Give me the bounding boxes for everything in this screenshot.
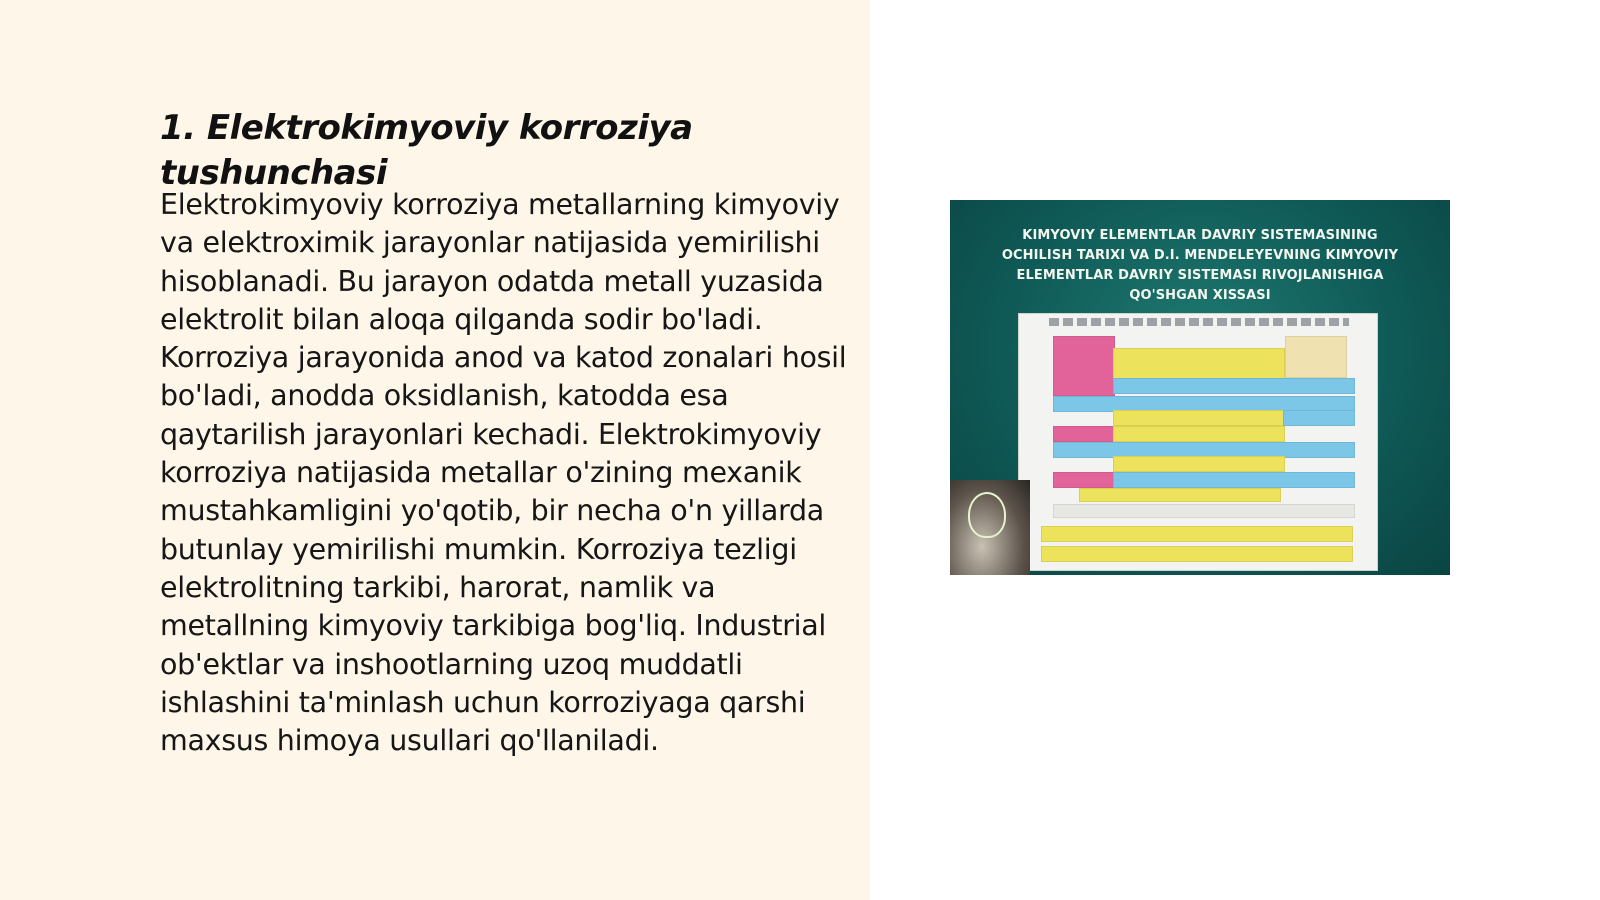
- s-block-cells: [1053, 336, 1115, 396]
- p-block-row: [1079, 488, 1281, 502]
- slide-body-text: Elektrokimyoviy korroziya metallarning kimyoviy va elektroximik jarayonlar natijasida yemirilishi hisoblanadi. Bu jarayon odatda metall yuzasida elektrolit bilan aloqa qilganda sodir bo'ladi. Korroziya jarayonida anod va katod zonalari hosil bo'ladi, anodda oksidlanish, katodda esa qaytarilish jarayonlari kechadi. Elektrokimyoviy korroziya natijasida metallar o'zining mexanik mustahkamligini yo'qotib, bir necha o'n yillarda butunlay yemirilishi mumkin. Korroziya tezligi elektrolitning tarkibi, harorat, namlik va metallning kimyoviy tarkibiga bog'liq. Industrial ob'ektlar va inshootlarning uzoq muddatli ishlashini ta'minlash uchun korroziyaga qarshi maxsus himoya usullari qo'llaniladi.: [160, 188, 847, 758]
- p-block-cells: [1113, 348, 1285, 380]
- d-block-row: [1113, 378, 1355, 394]
- periodic-table-image: [1018, 313, 1378, 571]
- s-block-row: [1053, 426, 1115, 442]
- oxide-formula-row: [1053, 504, 1355, 518]
- lanthanide-row: [1041, 526, 1353, 542]
- figure-title: KIMYOVIY ELEMENTLAR DAVRIY SISTEMASINING OCHILISH TARIXI VA D.I. MENDELEYEVNING KIMYOVIY ELEMENTLAR DAVRIY SISTEMASI RIVOJLANISHIGA QO'SHGAN XISSASI: [1001, 228, 1399, 303]
- d-block-row: [1283, 410, 1355, 426]
- p-block-row: [1113, 456, 1285, 472]
- periodic-table-figure: [950, 200, 1450, 575]
- periodic-table-header: [1049, 318, 1349, 326]
- p-block-row: [1113, 426, 1285, 442]
- legend-box: [1285, 336, 1347, 378]
- light-bulb-icon: [968, 492, 1006, 538]
- p-block-row: [1113, 410, 1285, 426]
- d-block-row: [1113, 472, 1355, 488]
- s-block-row: [1053, 472, 1115, 488]
- slide-title: 1. Elektrokimyoviy korroziya tushunchasi: [160, 108, 693, 193]
- actinide-row: [1041, 546, 1353, 562]
